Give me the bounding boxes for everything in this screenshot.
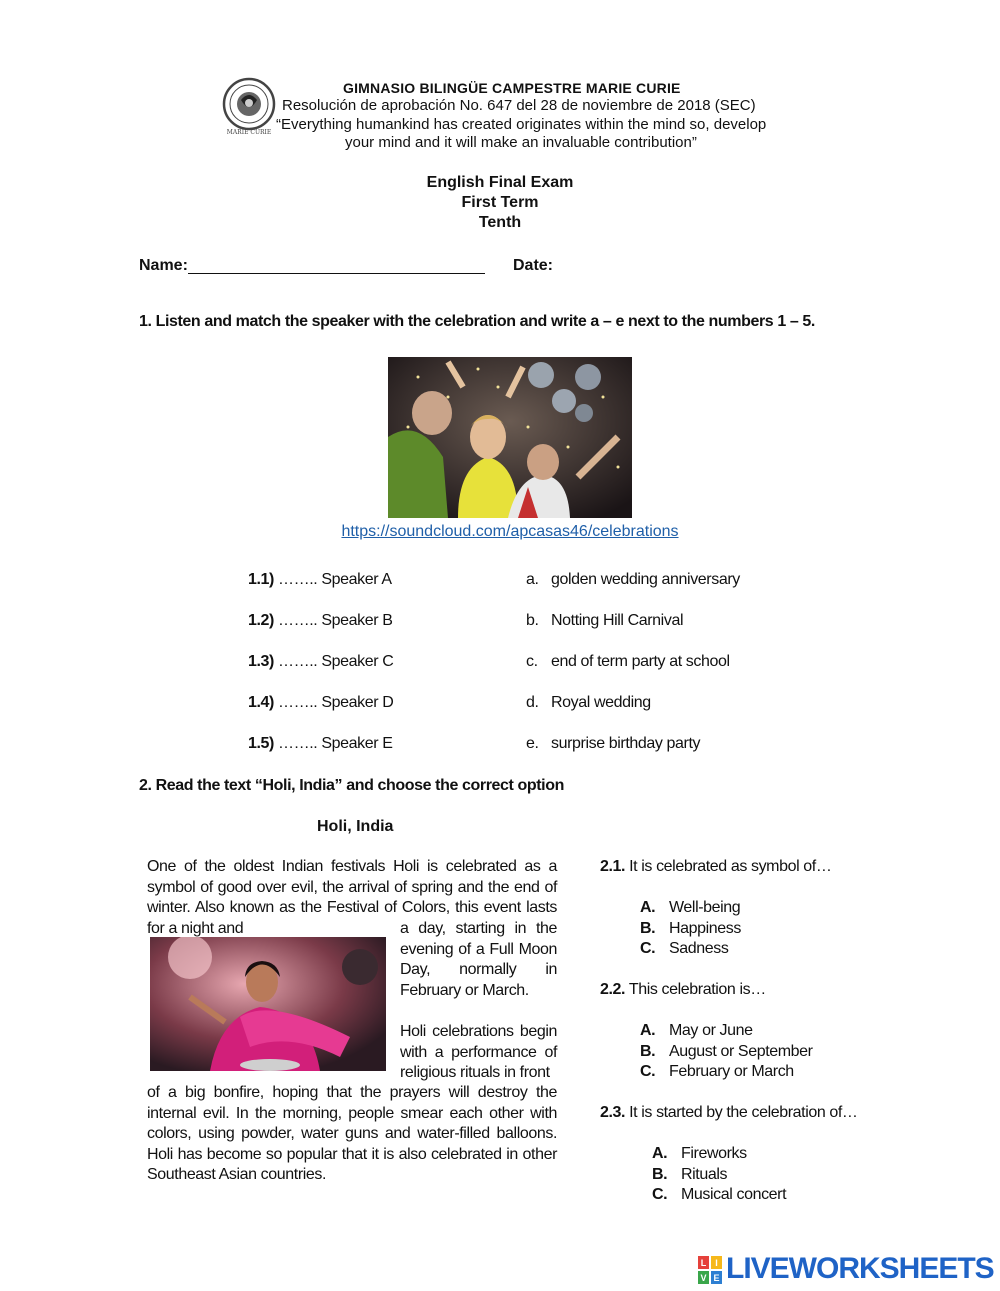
date-label: Date:: [513, 257, 554, 274]
speaker-label: Speaker B: [321, 612, 393, 629]
option-text: Fireworks: [681, 1145, 747, 1162]
answer-option[interactable]: [640, 1063, 794, 1081]
subquestion-number: 2.2.: [600, 981, 626, 998]
subquestion-text: This celebration is…: [628, 981, 766, 998]
logo-letter-i: I: [715, 1258, 718, 1268]
name-input-line[interactable]: [188, 273, 485, 274]
motto-line-1: “Everything humankind has created originates within the mind so, develop: [276, 116, 767, 133]
school-name: GIMNASIO BILINGÜE CAMPESTRE MARIE CURIE: [343, 80, 681, 96]
option-letter: A.: [652, 1145, 668, 1162]
soundcloud-link[interactable]: https://soundcloud.com/apcasas46/celebrations: [341, 523, 679, 540]
answer-option[interactable]: [640, 899, 740, 917]
option-text: May or June: [669, 1022, 753, 1039]
option-text: Rituals: [681, 1165, 728, 1183]
speaker-item: [248, 694, 393, 712]
subquestion-text: It is celebrated as symbol of…: [629, 858, 832, 875]
celebration-letter: e.: [526, 735, 539, 752]
celebration-letter: c.: [526, 653, 538, 670]
answer-option[interactable]: [640, 1043, 813, 1061]
speaker-number: 1.3): [248, 653, 274, 670]
answer-blank[interactable]: ……..: [273, 612, 322, 629]
exam-grade: Tenth: [478, 214, 522, 231]
speaker-item: [248, 653, 393, 671]
reading-para-2-side: Holi celebrations begin with a performance of religious rituals in front: [400, 1023, 557, 1082]
subquestion-number: 2.1.: [600, 858, 626, 875]
answer-blank[interactable]: ……..: [273, 694, 322, 711]
answer-blank[interactable]: ……..: [273, 735, 322, 752]
svg-text:MARIE CURIE: MARIE CURIE: [226, 129, 272, 136]
option-text: Musical concert: [681, 1186, 787, 1204]
exam-title: English Final Exam: [426, 174, 574, 191]
option-letter: C.: [640, 1063, 656, 1081]
liveworksheets-brand[interactable]: LIVEWORKSHEETS: [726, 1252, 994, 1285]
option-text: August or September: [669, 1042, 813, 1060]
celebration-label: Notting Hill Carnival: [551, 612, 684, 629]
logo-letter-e: E: [713, 1273, 720, 1283]
question-1-prompt: 1. Listen and match the speaker with the celebration and write a – e next to the numbers 1 – 5.: [139, 313, 815, 330]
subquestion-number: 2.3.: [600, 1104, 626, 1121]
speaker-item: [248, 735, 393, 753]
speaker-number: 1.4): [248, 694, 274, 711]
celebration-letter: a.: [526, 571, 539, 588]
answer-blank[interactable]: ……..: [273, 653, 322, 670]
subquestion: [600, 858, 831, 876]
option-letter: A.: [640, 899, 656, 916]
answer-option[interactable]: [640, 1022, 753, 1040]
speaker-label: Speaker E: [321, 735, 393, 752]
subquestion: [600, 1104, 858, 1122]
answer-option[interactable]: [652, 1186, 786, 1204]
resolution-text: Resolución de aprobación No. 647 del 28 de noviembre de 2018 (SEC): [282, 97, 756, 114]
reading-title: Holi, India: [317, 818, 394, 835]
celebration-label: Royal wedding: [551, 694, 651, 711]
school-seal-icon: [222, 70, 276, 142]
answer-blank[interactable]: ……..: [273, 571, 322, 588]
celebration-label: golden wedding anniversary: [551, 571, 740, 588]
option-text: Happiness: [669, 919, 742, 937]
option-letter: C.: [640, 940, 656, 958]
option-letter: B.: [640, 919, 656, 937]
option-text: Sadness: [669, 940, 729, 958]
celebration-label: end of term party at school: [551, 653, 730, 670]
logo-letter-l: L: [700, 1258, 707, 1268]
speaker-item: [248, 571, 392, 589]
option-letter: B.: [640, 1042, 656, 1060]
speaker-number: 1.1): [248, 571, 274, 588]
celebration-letter: d.: [526, 694, 539, 711]
answer-option[interactable]: [652, 1145, 747, 1163]
question-2-prompt: 2. Read the text “Holi, India” and choose the correct option: [139, 777, 564, 794]
option-text: February or March: [669, 1063, 794, 1081]
answer-option[interactable]: [640, 920, 741, 938]
option-letter: A.: [640, 1022, 656, 1039]
speaker-item: [248, 612, 393, 630]
speaker-number: 1.2): [248, 612, 274, 629]
answer-option[interactable]: [652, 1166, 727, 1184]
motto-line-2: your mind and it will make an invaluable contribution”: [345, 134, 697, 151]
answer-option[interactable]: [640, 940, 728, 958]
reading-para-1-side: a day, starting in the evening of a Full Moon Day, normally in February or March.: [400, 920, 557, 999]
name-label: Name:: [139, 257, 188, 274]
subquestion: [600, 981, 766, 999]
option-text: Well-being: [669, 899, 741, 916]
speaker-label: Speaker C: [321, 653, 394, 670]
option-letter: C.: [652, 1186, 668, 1204]
reading-para-2: of a big bonfire, hoping that the prayers will destroy the internal evil. In the morning, people smear each other with colors, using powder, water guns and water-filled balloons. Holi has become so popular that it is also celebrated in other Southeast Asian countries.: [147, 1084, 557, 1184]
celebration-letter: b.: [526, 612, 539, 629]
option-letter: B.: [652, 1165, 668, 1183]
logo-letter-v: V: [700, 1273, 707, 1283]
celebration-label: surprise birthday party: [551, 735, 701, 752]
reading-para-1: One of the oldest Indian festivals Holi is celebrated as a symbol of good over evil, the arrival of spring and the end of winter. Also known as the Festival of Colors, this event lasts for a night and: [147, 858, 557, 937]
speaker-label: Speaker A: [321, 571, 392, 588]
liveworksheets-logo-icon: [698, 1256, 724, 1284]
speaker-label: Speaker D: [321, 694, 394, 711]
subquestion-text: It is started by the celebration of…: [629, 1104, 858, 1121]
holi-festival-photo: [150, 937, 386, 1071]
exam-term: First Term: [461, 194, 539, 211]
speaker-number: 1.5): [248, 735, 274, 752]
party-photo: [388, 357, 632, 518]
